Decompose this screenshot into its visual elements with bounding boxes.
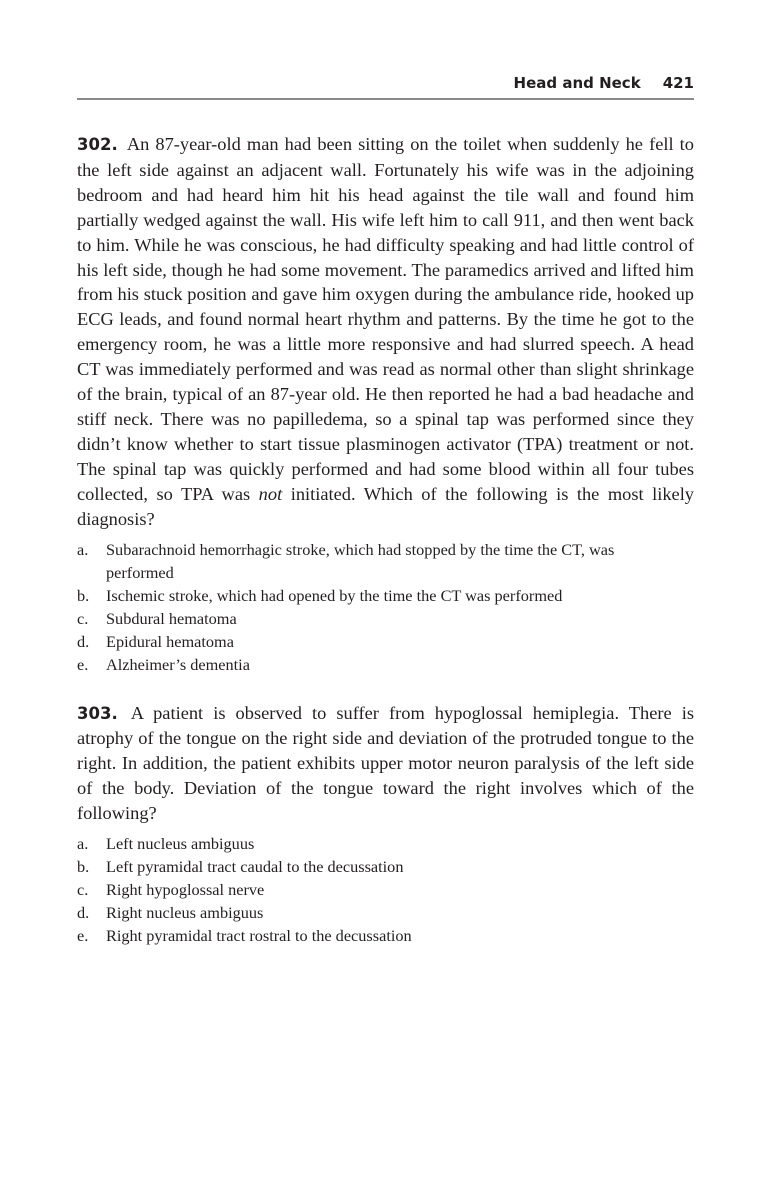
option-text: Subdural hematoma <box>106 608 237 628</box>
answer-options <box>77 538 694 676</box>
option-text: Left pyramidal tract caudal to the decussation <box>106 857 404 877</box>
answer-option <box>77 630 694 653</box>
stem-text: An 87-year-old man had been sitting on the toilet when suddenly he fell to the left side against an adjacent wall. Fortunately his wife was in the adjoining bedroom and had heard him hit his head against the tile wall and found him partially wedged against the wall. His wife left him to call 911, and then went back to him. While he was conscious, he had difficulty speaking and had little control of his left side, though he had some movement. The paramedics arrived and lifted him from his stuck position and gave him oxygen during the ambulance ride, hooked up ECG leads, and found normal heart rhythm and patterns. By the time he got to the emergency room, he was a little more responsive and had slurred speech. A head CT was immediately performed and was read as normal other than slight shrinkage of the brain, typical of an 87-year old. He then reported he had a bad headache and stiff neck. There was no papilledema, so a spinal tap was performed since they didn’t know whether to start tissue plasminogen activator (TPA) treatment or not. The spinal tap was quickly performed and had some blood within all four tubes collected, so TPA was <box>77 134 694 504</box>
option-text: Subarachnoid hemorrhagic stroke, which had stopped by the time the CT, was performed <box>106 539 615 582</box>
option-text: Epidural hematoma <box>106 631 234 651</box>
question-number: 302. <box>77 135 118 154</box>
page-number: 421 <box>662 74 694 92</box>
answer-option <box>77 653 694 676</box>
stem-text-end: initiated. Which of the following is the most likely diagnosis? <box>77 483 694 529</box>
option-letter: d. <box>77 903 90 923</box>
option-text: Right nucleus ambiguus <box>106 903 264 923</box>
option-letter: e. <box>77 654 89 674</box>
running-head <box>77 72 694 94</box>
option-text: Right pyramidal tract rostral to the decussation <box>106 926 412 946</box>
stem-text: A patient is observed to suffer from hypoglossal hemiplegia. There is atrophy of the tongue on the right side and deviation of the protruded tongue to the right. In addition, the patient exhibits upper motor neuron paralysis of the left side of the body. Deviation of the tongue toward the right involves which of the following? <box>77 702 694 824</box>
answer-option <box>77 855 694 878</box>
answer-option <box>77 538 694 584</box>
option-letter: e. <box>77 926 89 946</box>
option-letter: b. <box>77 857 90 877</box>
question-303 <box>77 701 694 948</box>
header-rule <box>77 98 694 100</box>
option-letter: d. <box>77 631 90 651</box>
answer-option <box>77 924 694 947</box>
option-text: Alzheimer’s dementia <box>106 654 250 674</box>
option-letter: a. <box>77 834 89 854</box>
stem-emphasis: not <box>258 483 283 504</box>
answer-option <box>77 878 694 901</box>
question-stem <box>77 701 694 827</box>
option-letter: c. <box>77 880 89 900</box>
answer-option <box>77 901 694 924</box>
question-stem <box>77 132 694 532</box>
answer-options <box>77 832 694 947</box>
answer-option <box>77 584 694 607</box>
option-letter: b. <box>77 585 90 605</box>
answer-option <box>77 607 694 630</box>
question-302 <box>77 132 694 676</box>
section-title: Head and Neck <box>513 74 641 92</box>
answer-option <box>77 832 694 855</box>
page-content <box>77 132 694 972</box>
option-text: Left nucleus ambiguus <box>106 834 255 854</box>
option-letter: c. <box>77 608 89 628</box>
option-text: Ischemic stroke, which had opened by the time the CT was performed <box>106 585 563 605</box>
option-text: Right hypoglossal nerve <box>106 880 265 900</box>
option-letter: a. <box>77 539 89 559</box>
question-number: 303. <box>77 703 118 723</box>
